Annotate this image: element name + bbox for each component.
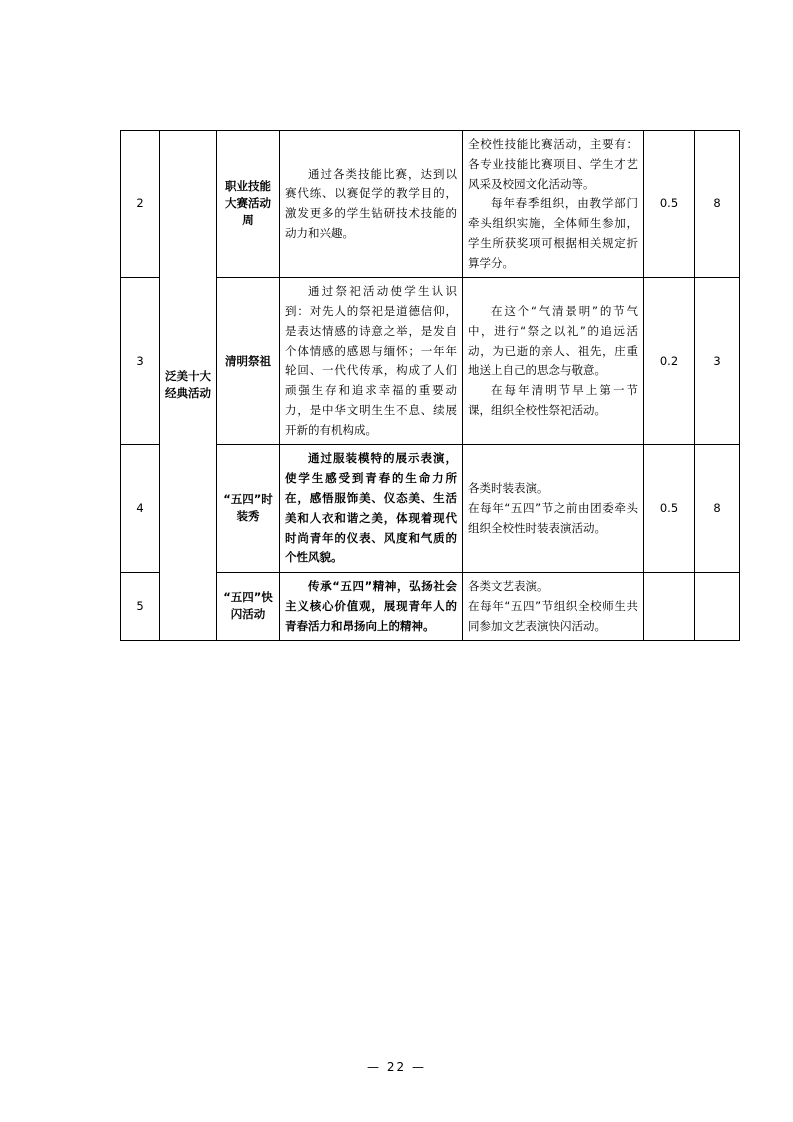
row-score: 0.2 [644,278,695,445]
activities-table [120,130,740,641]
row-detail: 各类时装表演。 在每年“五四”节之前由团委牵头组织全校性时装表演活动。 [463,445,644,573]
row-score: 0.5 [644,445,695,573]
row-score [644,573,695,641]
row-name: 清明祭祖 [217,278,280,445]
page-number: — 22 — [367,1060,426,1074]
row-hours: 8 [695,445,740,573]
row-detail: 在这个“气清景明”的节气中，进行“祭之以礼”的追远活动，为已逝的亲人、祖先，庄重地送上自己的思念与敬意。 在每年清明节早上第一节课，组织全校性祭祀活动。 [463,278,644,445]
row-name: “五四”时装秀 [217,445,280,573]
row-detail: 全校性技能比赛活动，主要有：各专业技能比赛项目、学生才艺风采及校园文化活动等。 每年春季组织，由教学部门牵头组织实施，全体师生参加，学生所获奖项可根据相关规定折算学分。 [463,131,644,278]
row-hours: 8 [695,131,740,278]
row-hours [695,573,740,641]
row-name: 职业技能大赛活动周 [217,131,280,278]
row-index: 5 [121,573,160,641]
table-row [121,131,740,278]
row-index: 2 [121,131,160,278]
row-description: 通过各类技能比赛，达到以赛代练、以赛促学的教学目的，激发更多的学生钻研技术技能的动力和兴趣。 [280,131,463,278]
row-category [160,131,217,641]
row-description: 通过服装模特的展示表演，使学生感受到青春的生命力所在，感悟服饰美、仪态美、生活美和人衣和谐之美，体现着现代时尚青年的仪表、风度和气质的个性风貌。 [280,445,463,573]
row-name: “五四”快闪活动 [217,573,280,641]
row-description: 传承“五四”精神，弘扬社会主义核心价值观，展现青年人的青春活力和昂扬向上的精神。 [280,573,463,641]
row-index: 4 [121,445,160,573]
row-hours: 3 [695,278,740,445]
row-detail: 各类文艺表演。 在每年“五四”节组织全校师生共同参加文艺表演快闪活动。 [463,573,644,641]
row-score: 0.5 [644,131,695,278]
category-label: 泛美十大经典活动 [165,368,211,400]
row-index: 3 [121,278,160,445]
row-description: 通过祭祀活动使学生认识到：对先人的祭祀是道德信仰，是表达情感的诗意之举，是发自个体情感的感恩与缅怀；一年年轮回、一代代传承，构成了人们顽强生存和追求幸福的重要动力，是中华文明生生不息、续展开新的有机构成。 [280,278,463,445]
